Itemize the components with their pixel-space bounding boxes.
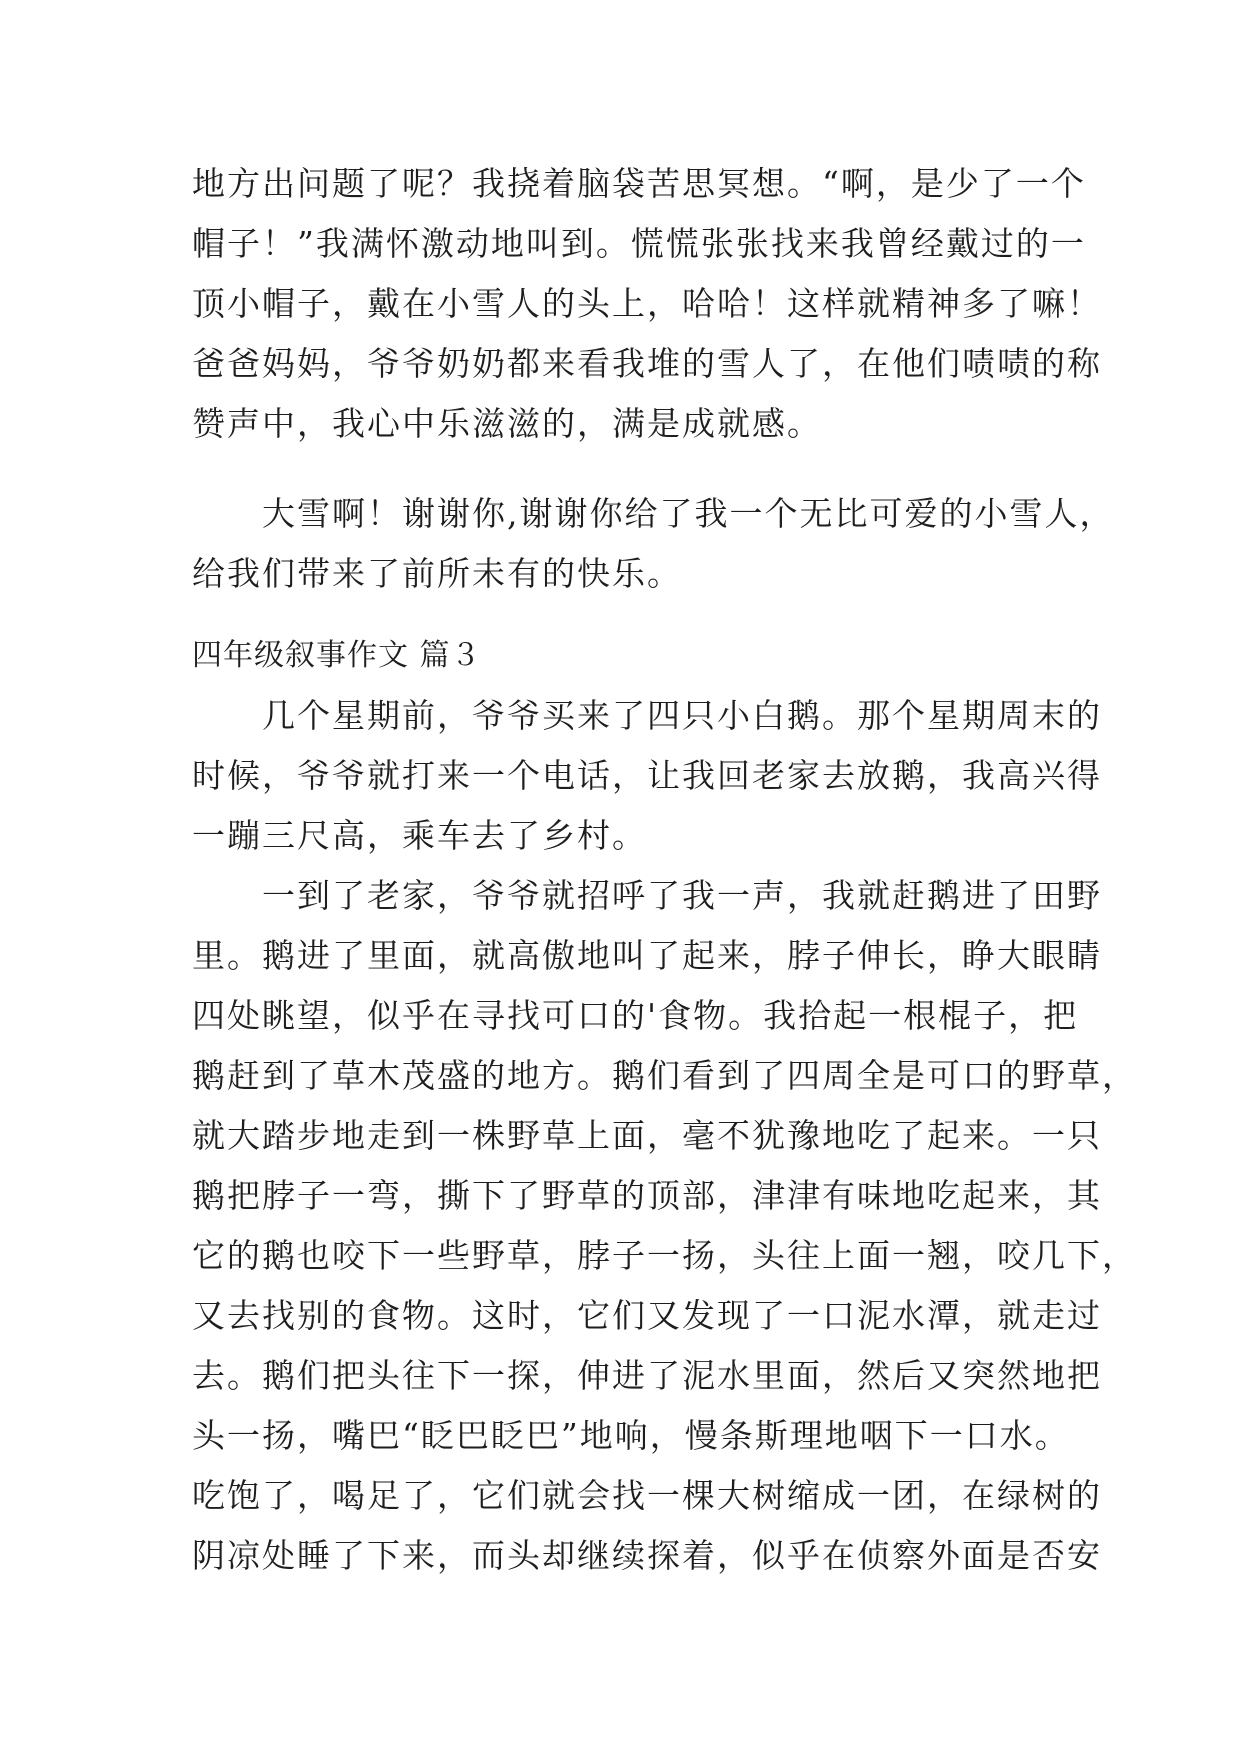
section-heading: 四年级叙事作文 篇３ xyxy=(192,638,482,673)
text-line: 阴凉处睡了下来，而头却继续探着，似乎在侦察外面是否安 xyxy=(192,1536,1102,1575)
text-line: 爸爸妈妈，爷爷奶奶都来看我堆的雪人了，在他们啧啧的称 xyxy=(192,344,1102,383)
text-line: 顶小帽子，戴在小雪人的头上，哈哈！这样就精神多了嘛！ xyxy=(192,284,1102,323)
text-line: 赞声中，我心中乐滋滋的，满是成就感。 xyxy=(192,404,822,443)
paragraph-geese-intro xyxy=(192,686,1102,866)
text-line: 一蹦三尺高，乘车去了乡村。 xyxy=(192,816,647,855)
text-line: 一到了老家，爷爷就招呼了我一声，我就赶鹅进了田野 xyxy=(192,876,1102,915)
text-line: 时候，爷爷就打来一个电话，让我回老家去放鹅，我高兴得 xyxy=(192,756,1102,795)
text-line: 几个星期前，爷爷买来了四只小白鹅。那个星期周末的 xyxy=(192,696,1102,735)
text-line: 帽子！”我满怀激动地叫到。慌慌张张找来我曾经戴过的一 xyxy=(192,224,1086,263)
text-line: 它的鹅也咬下一些野草，脖子一扬，头往上面一翘，咬几下， xyxy=(192,1236,1137,1275)
text-line: 里。鹅进了里面，就高傲地叫了起来，脖子伸长，睁大眼睛 xyxy=(192,936,1102,975)
paragraph-geese-field xyxy=(192,866,1137,1586)
text-line: 给我们带来了前所未有的快乐。 xyxy=(192,554,682,593)
paragraph-thanks-snow xyxy=(192,484,1115,604)
paragraph-snowman-ending xyxy=(192,154,1102,454)
text-line: 吃饱了，喝足了，它们就会找一棵大树缩成一团，在绿树的 xyxy=(192,1476,1102,1515)
text-line: 头一扬，嘴巴“眨巴眨巴”地响，慢条斯理地咽下一口水。 xyxy=(192,1416,1070,1455)
text-line: 鹅赶到了草木茂盛的地方。鹅们看到了四周全是可口的野草， xyxy=(192,1056,1137,1095)
text-line: 就大踏步地走到一株野草上面，毫不犹豫地吃了起来。一只 xyxy=(192,1116,1102,1155)
text-line: 鹅把脖子一弯，撕下了野草的顶部，津津有味地吃起来，其 xyxy=(192,1176,1102,1215)
text-line: 又去找别的食物。这时，它们又发现了一口泥水潭，就走过 xyxy=(192,1296,1102,1335)
text-line: 大雪啊！谢谢你,谢谢你给了我一个无比可爱的小雪人， xyxy=(192,494,1115,533)
text-line: 地方出问题了呢？我挠着脑袋苦思冥想。“啊，是少了一个 xyxy=(192,164,1086,203)
text-line: 去。鹅们把头往下一探，伸进了泥水里面，然后又突然地把 xyxy=(192,1356,1102,1395)
text-line: 四处眺望，似乎在寻找可口的'食物。我拾起一根棍子，把 xyxy=(192,996,1079,1035)
